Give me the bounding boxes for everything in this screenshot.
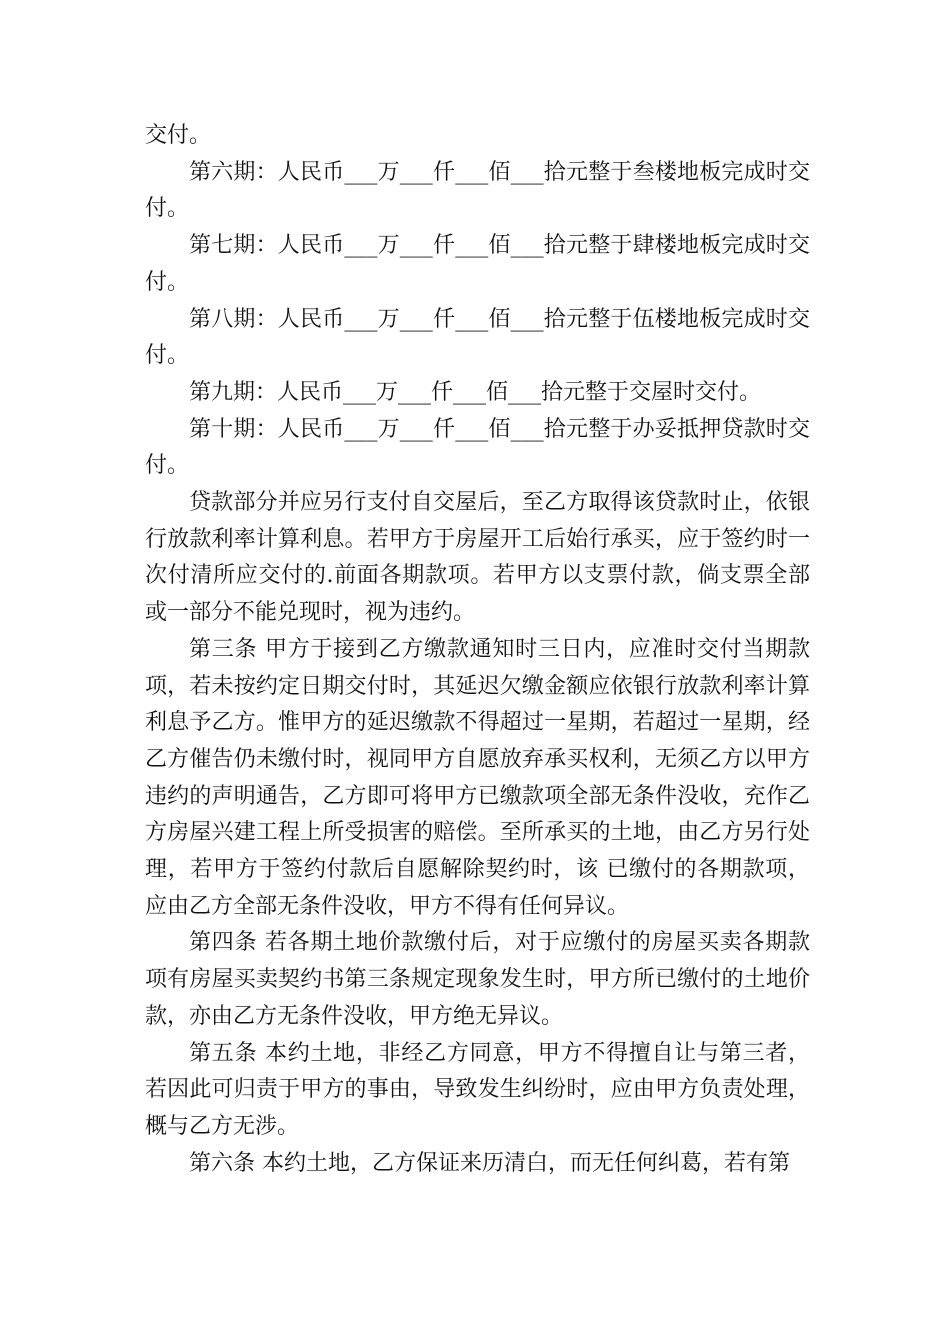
paragraph-installment-9: 第九期：人民币___万___仟___佰___拾元整于交屋时交付。 <box>189 379 762 405</box>
contract-text-body <box>145 118 810 1182</box>
paragraph-article-5: 第五条 本约土地，非经乙方同意，甲方不得擅自让与第三者，若因此可归责于甲方的事由，导致发生纠纷时，应由甲方负责处理，概与乙方无涉。 <box>145 1040 810 1139</box>
paragraph-article-3: 第三条 甲方于接到乙方缴款通知时三日内，应准时交付当期款项，若未按约定日期交付时，其延迟欠缴金额应依银行放款利率计算利息予乙方。惟甲方的延迟缴款不得超过一星期，若超过一星期，经乙方催告仍未缴付时，视同甲方自愿放弃承买权利，无须乙方以甲方违约的声明通告，乙方即可将甲方已缴款项全部无条件没收，充作乙方房屋兴建工程上所受损害的赔偿。至所承买的土地，由乙方另行处理，若甲方于签约付款后自愿解除契约时，该 已缴付的各期款项，应由乙方全部无条件没收，甲方不得有任何异议。 <box>145 636 810 919</box>
paragraph-loan-terms: 贷款部分并应另行支付自交屋后，至乙方取得该贷款时止，依银行放款利率计算利息。若甲方于房屋开工后始行承买，应于签约时一次付清所应交付的.前面各期款项。若甲方以支票付款，倘支票全部或一部分不能兑现时，视为违约。 <box>145 490 810 626</box>
paragraph-installment-7: 第七期：人民币___万___仟___佰___拾元整于肆楼地板完成时交付。 <box>145 233 810 295</box>
paragraph-installment-6: 第六期：人民币___万___仟___佰___拾元整于叁楼地板完成时交付。 <box>145 159 810 222</box>
paragraph-installment-8: 第八期：人民币___万___仟___佰___拾元整于伍楼地板完成时交付。 <box>145 306 810 369</box>
paragraph-installment-10: 第十期：人民币___万___仟___佰___拾元整于办妥抵押贷款时交付。 <box>145 416 810 479</box>
paragraph-continuation: 交付。 <box>145 123 212 148</box>
paragraph-article-6: 第六条 本约土地，乙方保证来历清白，而无任何纠葛，若有第 <box>189 1150 790 1176</box>
paragraph-article-4: 第四条 若各期土地价款缴付后，对于应缴付的房屋买卖各期款项有房屋买卖契约书第三条规定现象发生时，甲方所已缴付的土地价款，亦由乙方无条件没收，甲方绝无异议。 <box>145 930 810 1029</box>
